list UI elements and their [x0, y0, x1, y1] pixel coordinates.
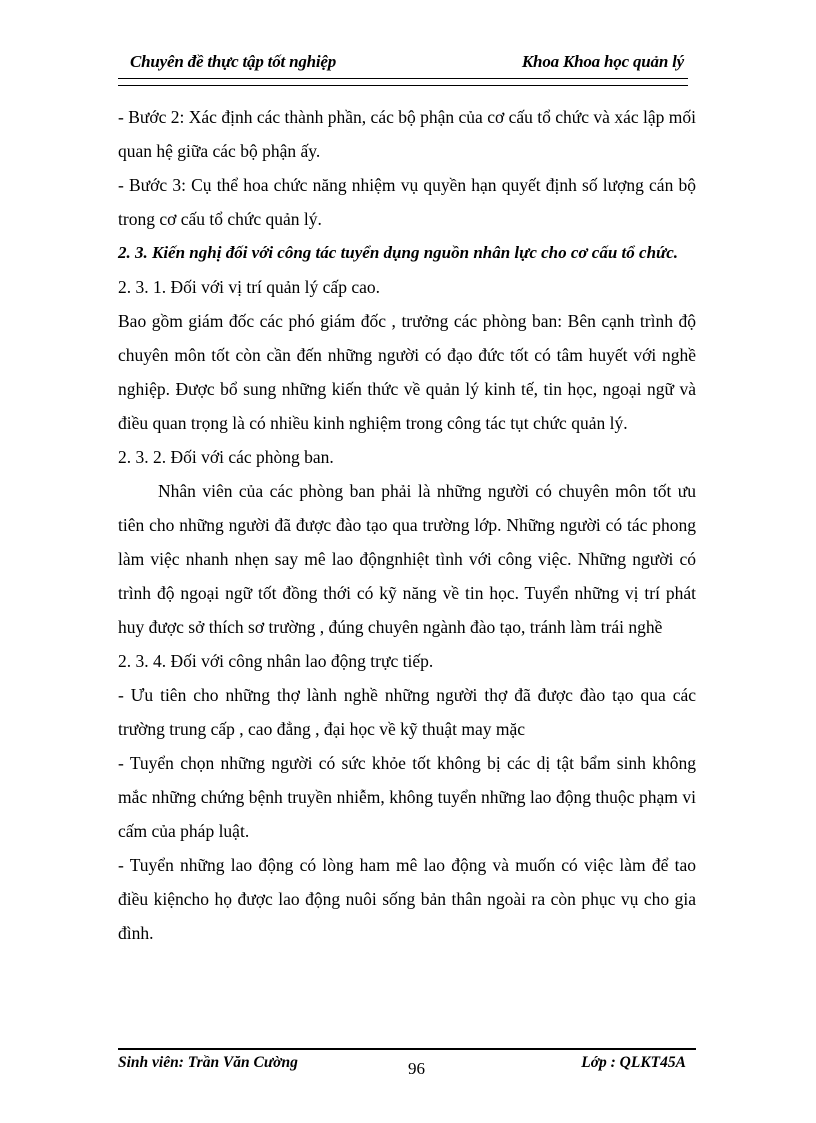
page-header: [118, 52, 696, 78]
paragraph-step-3: - Bước 3: Cụ thể hoa chức năng nhiệm vụ quyền hạn quyết định số lượng cán bộ trong cơ cấu tổ chức quản lý.: [118, 175, 696, 229]
section-heading-2-3: 2. 3. Kiến nghị đối với công tác tuyển dụng nguồn nhân lực cho cơ cấu tổ chức.: [118, 243, 679, 262]
bullet-priority-skilled: - Ưu tiên cho những thợ lành nghề những người thợ đã được đào tạo qua các trường trung cấp , cao đẳng , đại học về kỹ thuật may mặc: [118, 685, 696, 739]
footer-student-name: Sinh viên: Trần Văn Cường: [118, 1054, 298, 1071]
header-faculty: Khoa Khoa học quản lý: [521, 52, 684, 71]
paragraph-departments: Nhân viên của các phòng ban phải là những người có chuyên môn tốt ưu tiên cho những người đã được đào tạo qua trường lớp. Những người có tác phong làm việc nhanh nhẹn say mê lao độngnhiệt tình với công việc. Những người có trình độ ngoại ngữ tốt đồng thới có kỹ năng về tin học. Tuyển những vị trí phát huy được sở thích sơ trường , đúng chuyên ngành đào tạo, tránh làm trái nghề: [118, 481, 696, 637]
subheading-2-3-1: 2. 3. 1. Đối với vị trí quản lý cấp cao.: [118, 277, 380, 297]
paragraph-senior-management: Bao gồm giám đốc các phó giám đốc , trưởng các phòng ban: Bên cạnh trình độ chuyên môn tốt còn cần đến những người có đạo đức tốt có tâm huyết với nghề nghiệp. Được bổ sung những kiến thức về quản lý kinh tế, tin học, ngoại ngữ và điều quan trọng là có nhiều kinh nghiệm trong công tác tụt chức quản lý.: [118, 311, 696, 433]
header-rule: [118, 78, 688, 86]
page-footer: [118, 1052, 696, 1082]
bullet-health-selection: - Tuyển chọn những người có sức khỏe tốt không bị các dị tật bẩm sinh không mắc những chứng bệnh truyền nhiễm, không tuyển những lao động thuộc phạm vi cấm của pháp luật.: [118, 753, 696, 841]
subheading-2-3-4: 2. 3. 4. Đối với công nhân lao động trực tiếp.: [118, 651, 434, 671]
page-number: 96: [408, 1059, 425, 1078]
footer-class: Lớp : QLKT45A: [581, 1054, 686, 1071]
subheading-2-3-2: 2. 3. 2. Đối với các phòng ban.: [118, 447, 334, 467]
document-body: [118, 100, 696, 950]
header-report-title: Chuyên đề thực tập tốt nghiệp: [130, 52, 337, 71]
footer-rule: [118, 1048, 696, 1050]
bullet-motivation: - Tuyển những lao động có lòng ham mê lao động và muốn có việc làm để tao điều kiệncho họ được lao động nuôi sống bản thân ngoài ra còn phục vụ cho gia đình.: [118, 855, 696, 943]
paragraph-step-2: - Bước 2: Xác định các thành phần, các bộ phận của cơ cấu tổ chức và xác lập mối quan hệ giữa các bộ phận ấy.: [118, 107, 696, 161]
